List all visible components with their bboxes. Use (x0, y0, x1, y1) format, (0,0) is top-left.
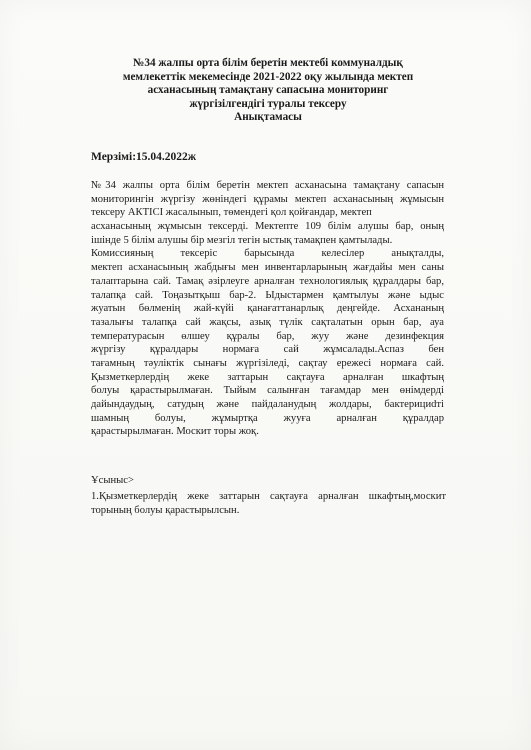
document-date: Мерзімі:15.04.2022ж (91, 151, 197, 163)
body-line: Комиссияның тексеріс барысында келесілер анықталды, (91, 248, 444, 260)
heading-line: жүргізілгендігі туралы тексеру (189, 97, 347, 110)
body-line: тазалығы талапқа сай жақсы, азық түлік сақталатын орын бар, ауа (91, 316, 444, 328)
heading-line: асханасының тамақтану сапасына мониторинг (147, 84, 389, 97)
body-line: №34 жалпы орта білім беретін мектеп асханасына тамақтану сапасын (91, 180, 444, 191)
heading-line: мемлекеттік мекемесінде 2021-2022 оқу жылында мектеп (122, 70, 414, 83)
body-line: дайындаудың, сатудың және пайдаланудың жолдары, бактерициdті (91, 399, 444, 410)
document-body (91, 179, 444, 439)
body-line: асханасының жұмысын тексерді. Мектепте 109 білім алушы бар, оның (91, 221, 444, 233)
body-line: шамның болуы, жұмыртқа жууға арналған құралдар (91, 412, 444, 424)
heading-line: Анықтамасы (234, 111, 302, 124)
body-line: ішінде 5 білім алушы бір мезгіл тегін ыстық тамақпен қамтылады. (91, 234, 393, 246)
body-line: мектеп асханасының жабдығы мен инвентарларының жағдайы мен саны (91, 262, 444, 274)
recommendation-body (91, 490, 446, 517)
body-line: тағамның тәуліктік сынағы жүргізіледі, сақтау ережесі нормаға сай. (91, 357, 444, 369)
body-line: талаптарына сай. Тамақ әзірлеуге арналған технологиялық құралдары бар, (91, 275, 444, 287)
recommendation-line: торының болуы қарастырылсын. (91, 504, 240, 516)
body-line: тексеру АКТІСІ жасалынып, төмендегі қол қойғандар, мектеп (91, 207, 372, 219)
body-line: жуатын бөлменің жай-күйі қанағаттанарлық деңгейде. Асхананың (91, 303, 444, 315)
heading-line: №34 жалпы орта білім беретін мектебі коммуналдық (133, 57, 403, 69)
recommendation-line: 1.Қызметкерлердің жеке заттарын сақтауға арналған шкафтың,москит (91, 491, 446, 502)
body-line: талапқа сай. Тоңазытқыш бар-2. Ыдыстармен қамтылуы және ыдыс (91, 289, 444, 301)
document-heading (90, 57, 446, 125)
recommendation-title: Ұсыныс> (91, 475, 134, 486)
body-line: мониторингін жүргізу жөніндегі құрамы мектеп асханасының жұмысын (91, 193, 444, 205)
body-line: қарастырылмаған. Москит торы жоқ. (91, 426, 259, 438)
body-line: Қызметкерлердің жеке заттарын сақтауға арналған шкафтың (91, 371, 444, 383)
body-line: жүргізу құралдары нормаға сай жұмсалады.Аспаз бен (91, 344, 444, 356)
body-line: температурасын өлшеу құралы бар, жуу және дезинфекция (91, 330, 444, 342)
body-line: болуы қарастырылмаған. Тыйым салынған тағамдар мен өнімдерді (91, 385, 444, 397)
